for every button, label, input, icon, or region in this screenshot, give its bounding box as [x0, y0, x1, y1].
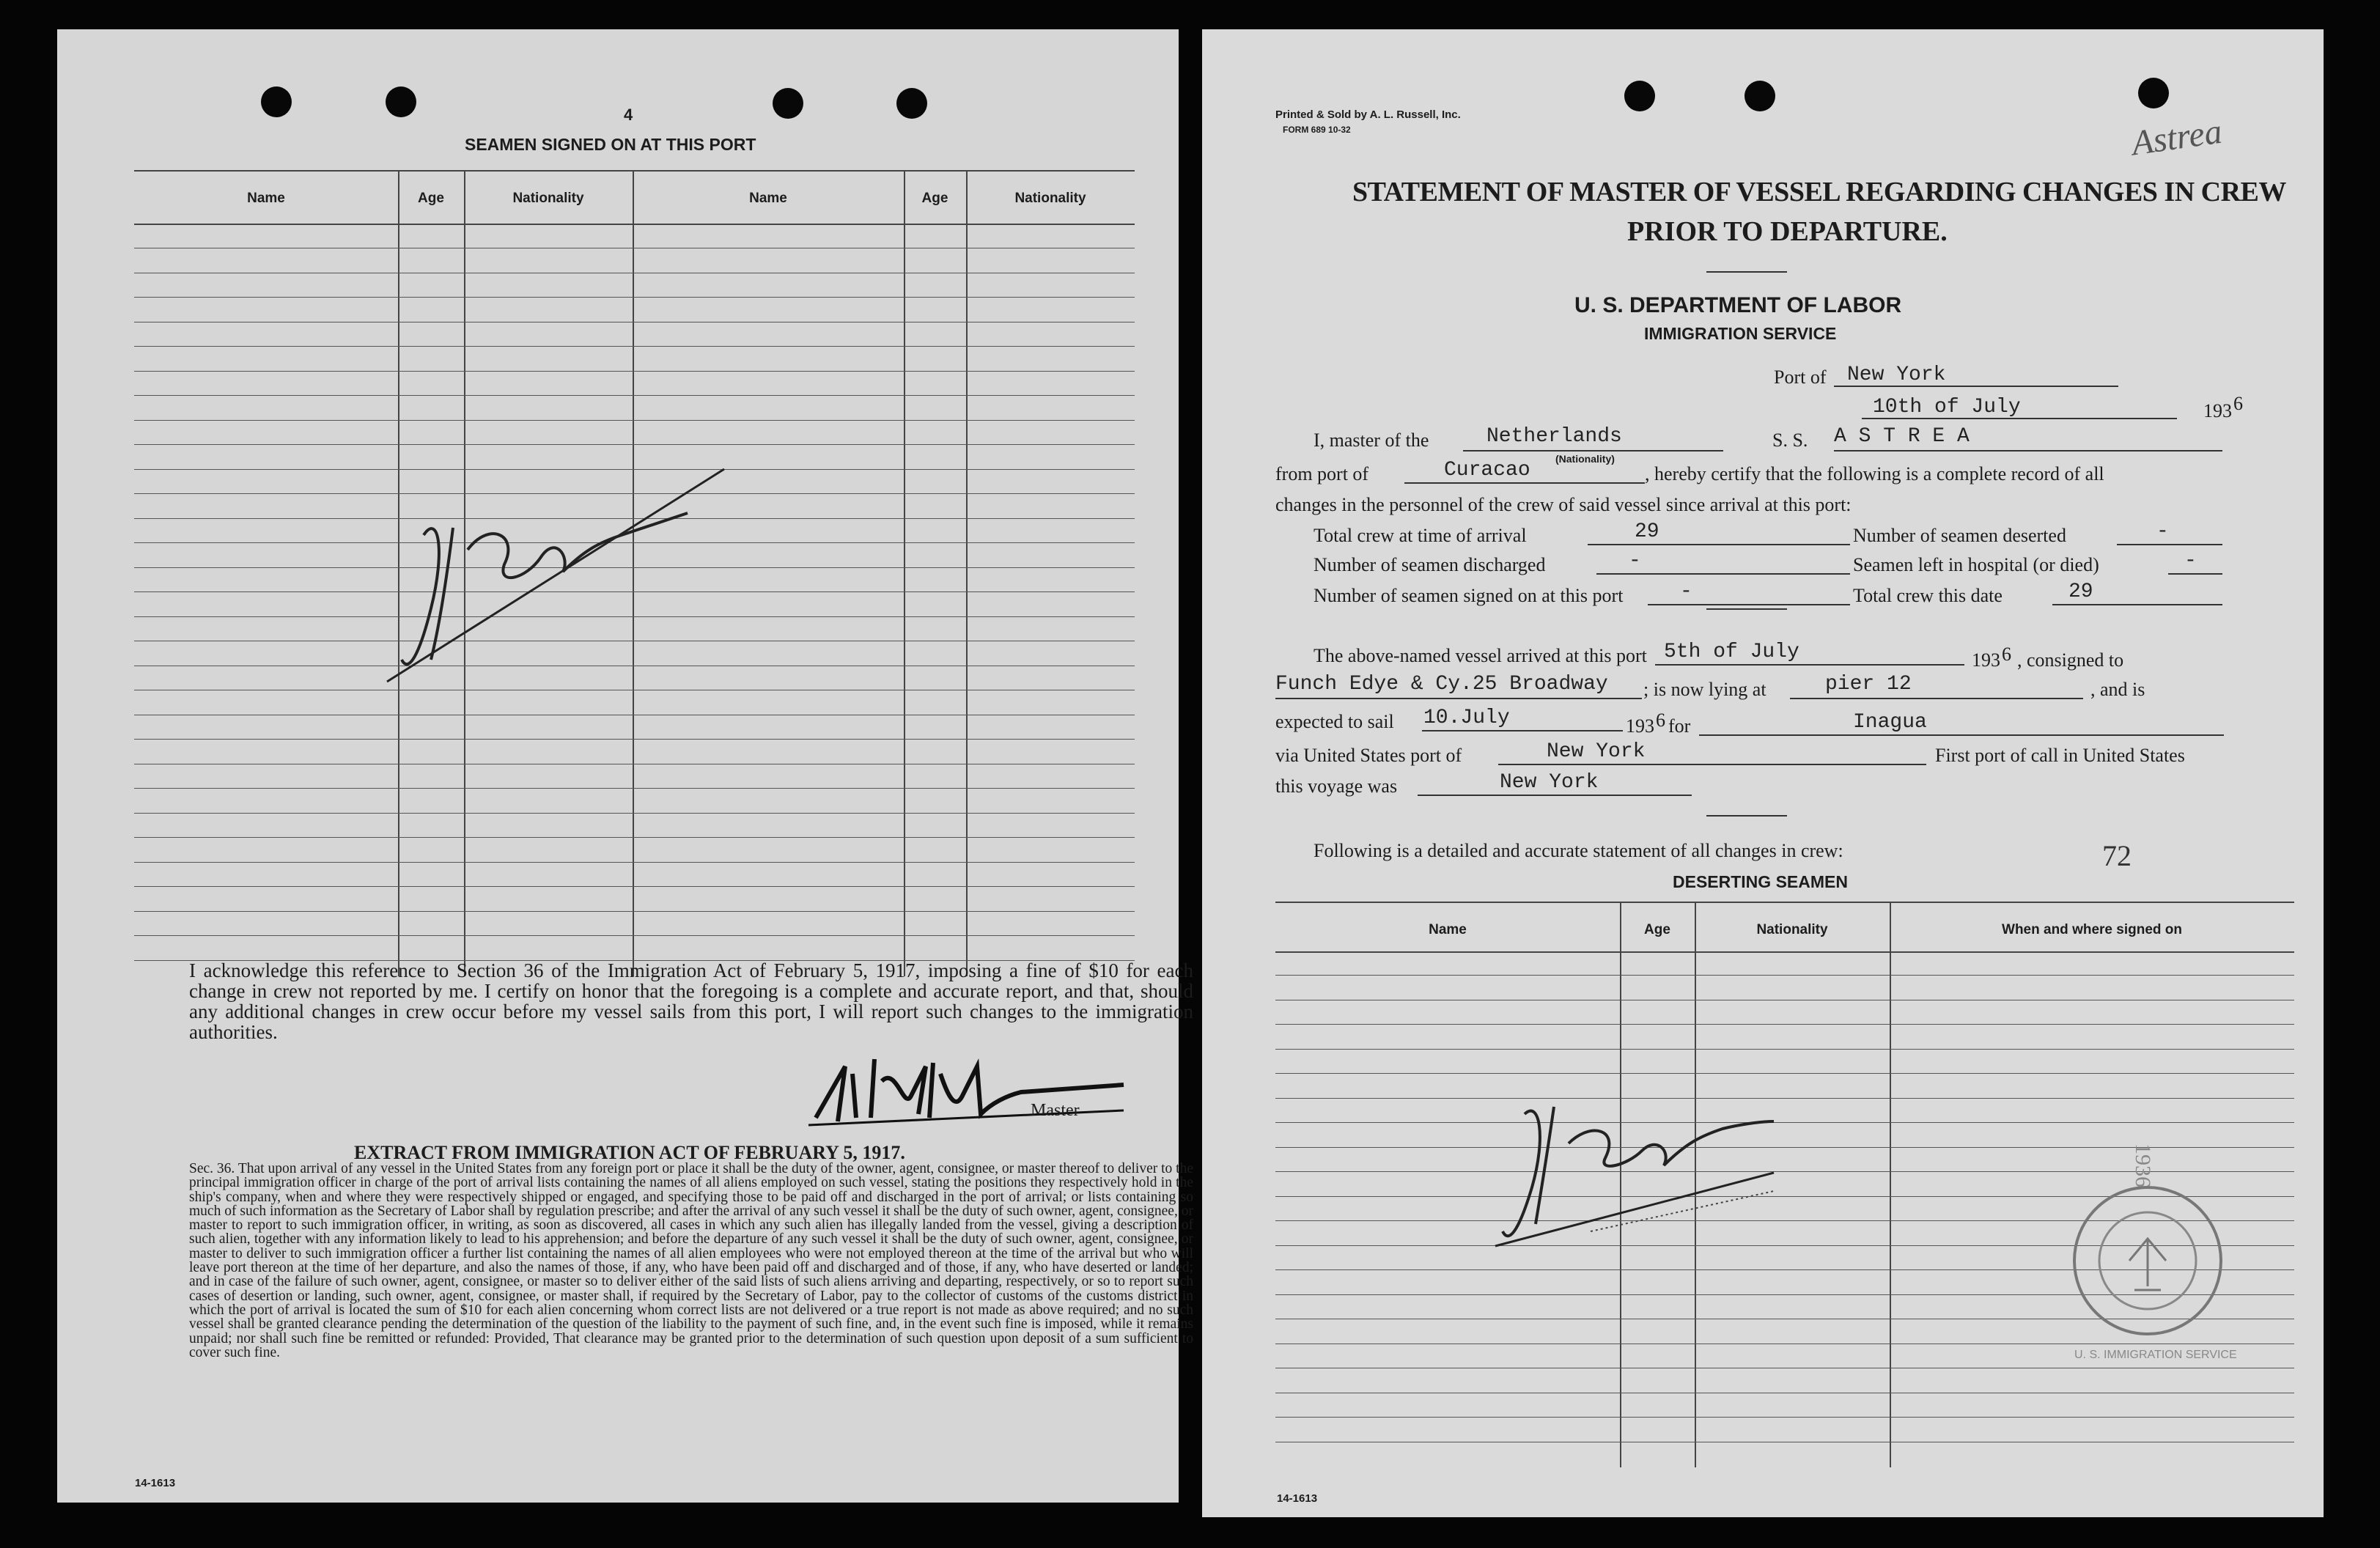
page-number: 4 — [624, 106, 633, 124]
punch-hole — [386, 86, 416, 117]
sail-value: 10.July — [1423, 707, 1510, 729]
table-row — [134, 395, 1135, 396]
date-value: 10th of July — [1873, 396, 2021, 419]
lying-label: ; is now lying at — [1643, 679, 1766, 700]
total-date-label: Total crew this date — [1853, 585, 2003, 606]
consigned-label: , consigned to — [2017, 649, 2124, 671]
signed-on-label: Number of seamen signed on at this port — [1314, 585, 1624, 606]
table-row — [134, 739, 1135, 740]
arrived-label: The above-named vessel arrived at this port — [1314, 645, 1647, 666]
page-mark: 72 — [2102, 839, 2132, 872]
col-header-nationality: Nationality — [512, 191, 584, 206]
sail-year-suffix: 6 — [1656, 710, 1665, 731]
from-port-value: Curacao — [1444, 459, 1530, 482]
nationality-value: Netherlands — [1486, 425, 1622, 448]
arrived-value: 5th of July — [1664, 641, 1799, 663]
col-header-name: Name — [1429, 922, 1467, 937]
via-label: via United States port of — [1275, 745, 1462, 766]
certify-text: , hereby certify that the following is a complete record of all — [1645, 463, 2104, 484]
for-value: Inagua — [1853, 711, 1927, 734]
col-header-name: Name — [749, 191, 787, 206]
and-is-label: , and is — [2090, 679, 2145, 700]
arrived-year-prefix: 193 — [1972, 649, 2000, 671]
port-of-value: New York — [1847, 364, 1946, 386]
first-port-label: First port of call in United States — [1935, 745, 2185, 766]
table-row — [134, 420, 1135, 421]
hospital-label: Seamen left in hospital (or died) — [1853, 554, 2099, 575]
total-arrival-label: Total crew at time of arrival — [1314, 525, 1527, 546]
section-title: SEAMEN SIGNED ON AT THIS PORT — [465, 135, 756, 154]
acknowledgment-text: I acknowledge this reference to Section 36 of the Immigration Act of February 5, 1917, imposing a fine of $10 for each change in crew not reported by me. I certify on honor that the foregoing is a complete and accurate report, and that, should any additional changes in crew occur before my vessel sails from this port, I will report such changes to the immigration authorities. — [189, 959, 1193, 1043]
table-row — [1275, 1024, 2294, 1025]
total-arrival-value: 29 — [1635, 520, 1659, 543]
punch-hole — [896, 88, 927, 119]
punch-hole — [1745, 81, 1775, 111]
ss-label: S. S. — [1772, 430, 1808, 451]
table-row — [134, 788, 1135, 789]
void-mark-signature — [380, 440, 790, 704]
col-header-age: Age — [1644, 922, 1670, 937]
col-header-nationality: Nationality — [1756, 922, 1828, 937]
discharged-value: - — [1629, 550, 1641, 572]
table-row — [134, 935, 1135, 936]
consignee-value: Funch Edye & Cy.25 Broadway — [1275, 673, 1608, 696]
col-header-when-where: When and where signed on — [2002, 922, 2182, 937]
table-row — [1275, 1049, 2294, 1050]
printer-line: Printed & Sold by A. L. Russell, Inc. — [1275, 108, 1461, 121]
deserted-label: Number of seamen deserted — [1853, 525, 2066, 546]
ship-name-value: A S T R E A — [1834, 425, 1970, 448]
punch-hole — [773, 88, 803, 119]
table-row — [134, 837, 1135, 838]
deserting-title: DESERTING SEAMEN — [1673, 872, 1848, 891]
department-name: U. S. DEPARTMENT OF LABOR — [1574, 293, 1902, 317]
col-header-name: Name — [247, 191, 285, 206]
table-row — [134, 297, 1135, 298]
stamp-date: 1936 — [2131, 1143, 2155, 1187]
year-prefix: 193 — [2203, 400, 2232, 421]
table-row — [134, 862, 1135, 863]
total-date-value: 29 — [2068, 580, 2093, 603]
table-row — [1275, 1417, 2294, 1418]
master-signature — [801, 1052, 1131, 1140]
table-row — [134, 346, 1135, 347]
voyage-value: New York — [1500, 771, 1599, 794]
col-header-nationality: Nationality — [1014, 191, 1086, 206]
discharged-label: Number of seamen discharged — [1314, 554, 1546, 575]
from-port-label: from port of — [1275, 463, 1369, 484]
punch-hole — [2138, 78, 2169, 108]
port-of-label: Port of — [1774, 366, 1827, 388]
table-row — [1275, 975, 2294, 976]
left-page — [57, 29, 1193, 1503]
changes-text: changes in the personnel of the crew of said vessel since arrival at this port: — [1275, 494, 1852, 515]
via-value: New York — [1547, 740, 1646, 763]
table-row — [134, 911, 1135, 912]
master-label: Master — [1031, 1101, 1080, 1120]
deserted-value: - — [2156, 520, 2169, 543]
extract-title: EXTRACT FROM IMMIGRATION ACT OF FEBRUARY 5, 1917. — [354, 1142, 905, 1163]
punch-hole — [261, 86, 292, 117]
voyage-label: this voyage was — [1275, 775, 1398, 797]
table-row — [134, 886, 1135, 887]
section-36-text: Sec. 36. That upon arrival of any vessel in the United States from any foreign port or place it shall be the duty of the owner, agent, consignee, or master thereof to deliver to the principal immigration officer in charge of the port of arrival lists containing the names of all aliens employed on such vessel, stating the positions they respectively hold in the ship's company, when and where they were respectively shipped or engaged, and specifying those to be paid off and discharged in the port of arrival; or lists containing so much of such information as the Secretary of Labor shall by regulation prescribe; and after the arrival of any such vessel it shall be the duty of such owner, agent, consignee, or master to report to such immigration officer, in writing, as soon as discovered, all cases in which any such alien has illegally landed from the vessel, giving a description of such alien, together with any information likely to lead to his apprehension; and before the departure of any such vessel it shall be the duty of such owner, agent, consignee, or master to deliver to such immigration officer a further list containing the names of all alien employees who were not employed thereon at the time of the arrival but who will leave port thereon at the time of her departure, and also the names of those, if any, who have been paid off and discharged and of those, if any, who have deserted or landed; and in case of the failure of such owner, agent, consignee, or master so to deliver either of the said lists of such aliens arriving and departing, respectively, or so to report such cases of desertion or landing, such owner, agent, consignee, or master shall, if required by the Secretary of Labor, pay to the collector of customs of the customs district in which the port of arrival is located the sum of $10 for each alien concerning whom correct lists are not delivered or a true report is not made as above required; and no such vessel shall be granted clearance pending the determination of the question of the liability to the payment of such fine, and, in the event such fine is imposed, while it remains unpaid; nor shall such fine be remitted or refunded: Provided, That clearance may be granted prior to the determination of such question upon deposit of a sum sufficient to cover such fine. — [189, 1161, 1193, 1360]
form-code: FORM 689 10-32 — [1283, 125, 1351, 135]
hospital-value: - — [2184, 550, 2197, 572]
punch-hole — [1624, 81, 1655, 111]
lying-value: pier 12 — [1825, 673, 1912, 696]
sail-label: expected to sail — [1275, 711, 1394, 732]
arrived-year-suffix: 6 — [2002, 644, 2011, 665]
form-title-line2: PRIOR TO DEPARTURE. — [1627, 216, 1948, 247]
right-page — [1202, 29, 2324, 1517]
master-of-label: I, master of the — [1314, 430, 1429, 451]
col-header-age: Age — [921, 191, 948, 206]
form-title-line1: STATEMENT OF MASTER OF VESSEL REGARDING CHANGES IN CREW — [1352, 177, 2286, 207]
signed-on-value: - — [1680, 580, 1692, 603]
service-name: IMMIGRATION SERVICE — [1644, 324, 1837, 343]
for-label: for — [1668, 715, 1691, 737]
nationality-caption: (Nationality) — [1555, 453, 1615, 465]
col-header-age: Age — [418, 191, 444, 206]
sail-year-prefix: 193 — [1626, 715, 1654, 737]
corner-handwritten-note: Astrea — [2129, 111, 2225, 163]
stamp-text: U. S. IMMIGRATION SERVICE — [2074, 1349, 2237, 1361]
table-row — [134, 371, 1135, 372]
form-number: 14-1613 — [135, 1477, 176, 1489]
year-suffix: 6 — [2233, 393, 2243, 414]
table-row — [134, 813, 1135, 814]
following-text: Following is a detailed and accurate statement of all changes in crew: — [1314, 840, 1843, 861]
void-mark-signature — [1481, 1070, 1788, 1261]
form-number: 14-1613 — [1277, 1492, 1318, 1505]
